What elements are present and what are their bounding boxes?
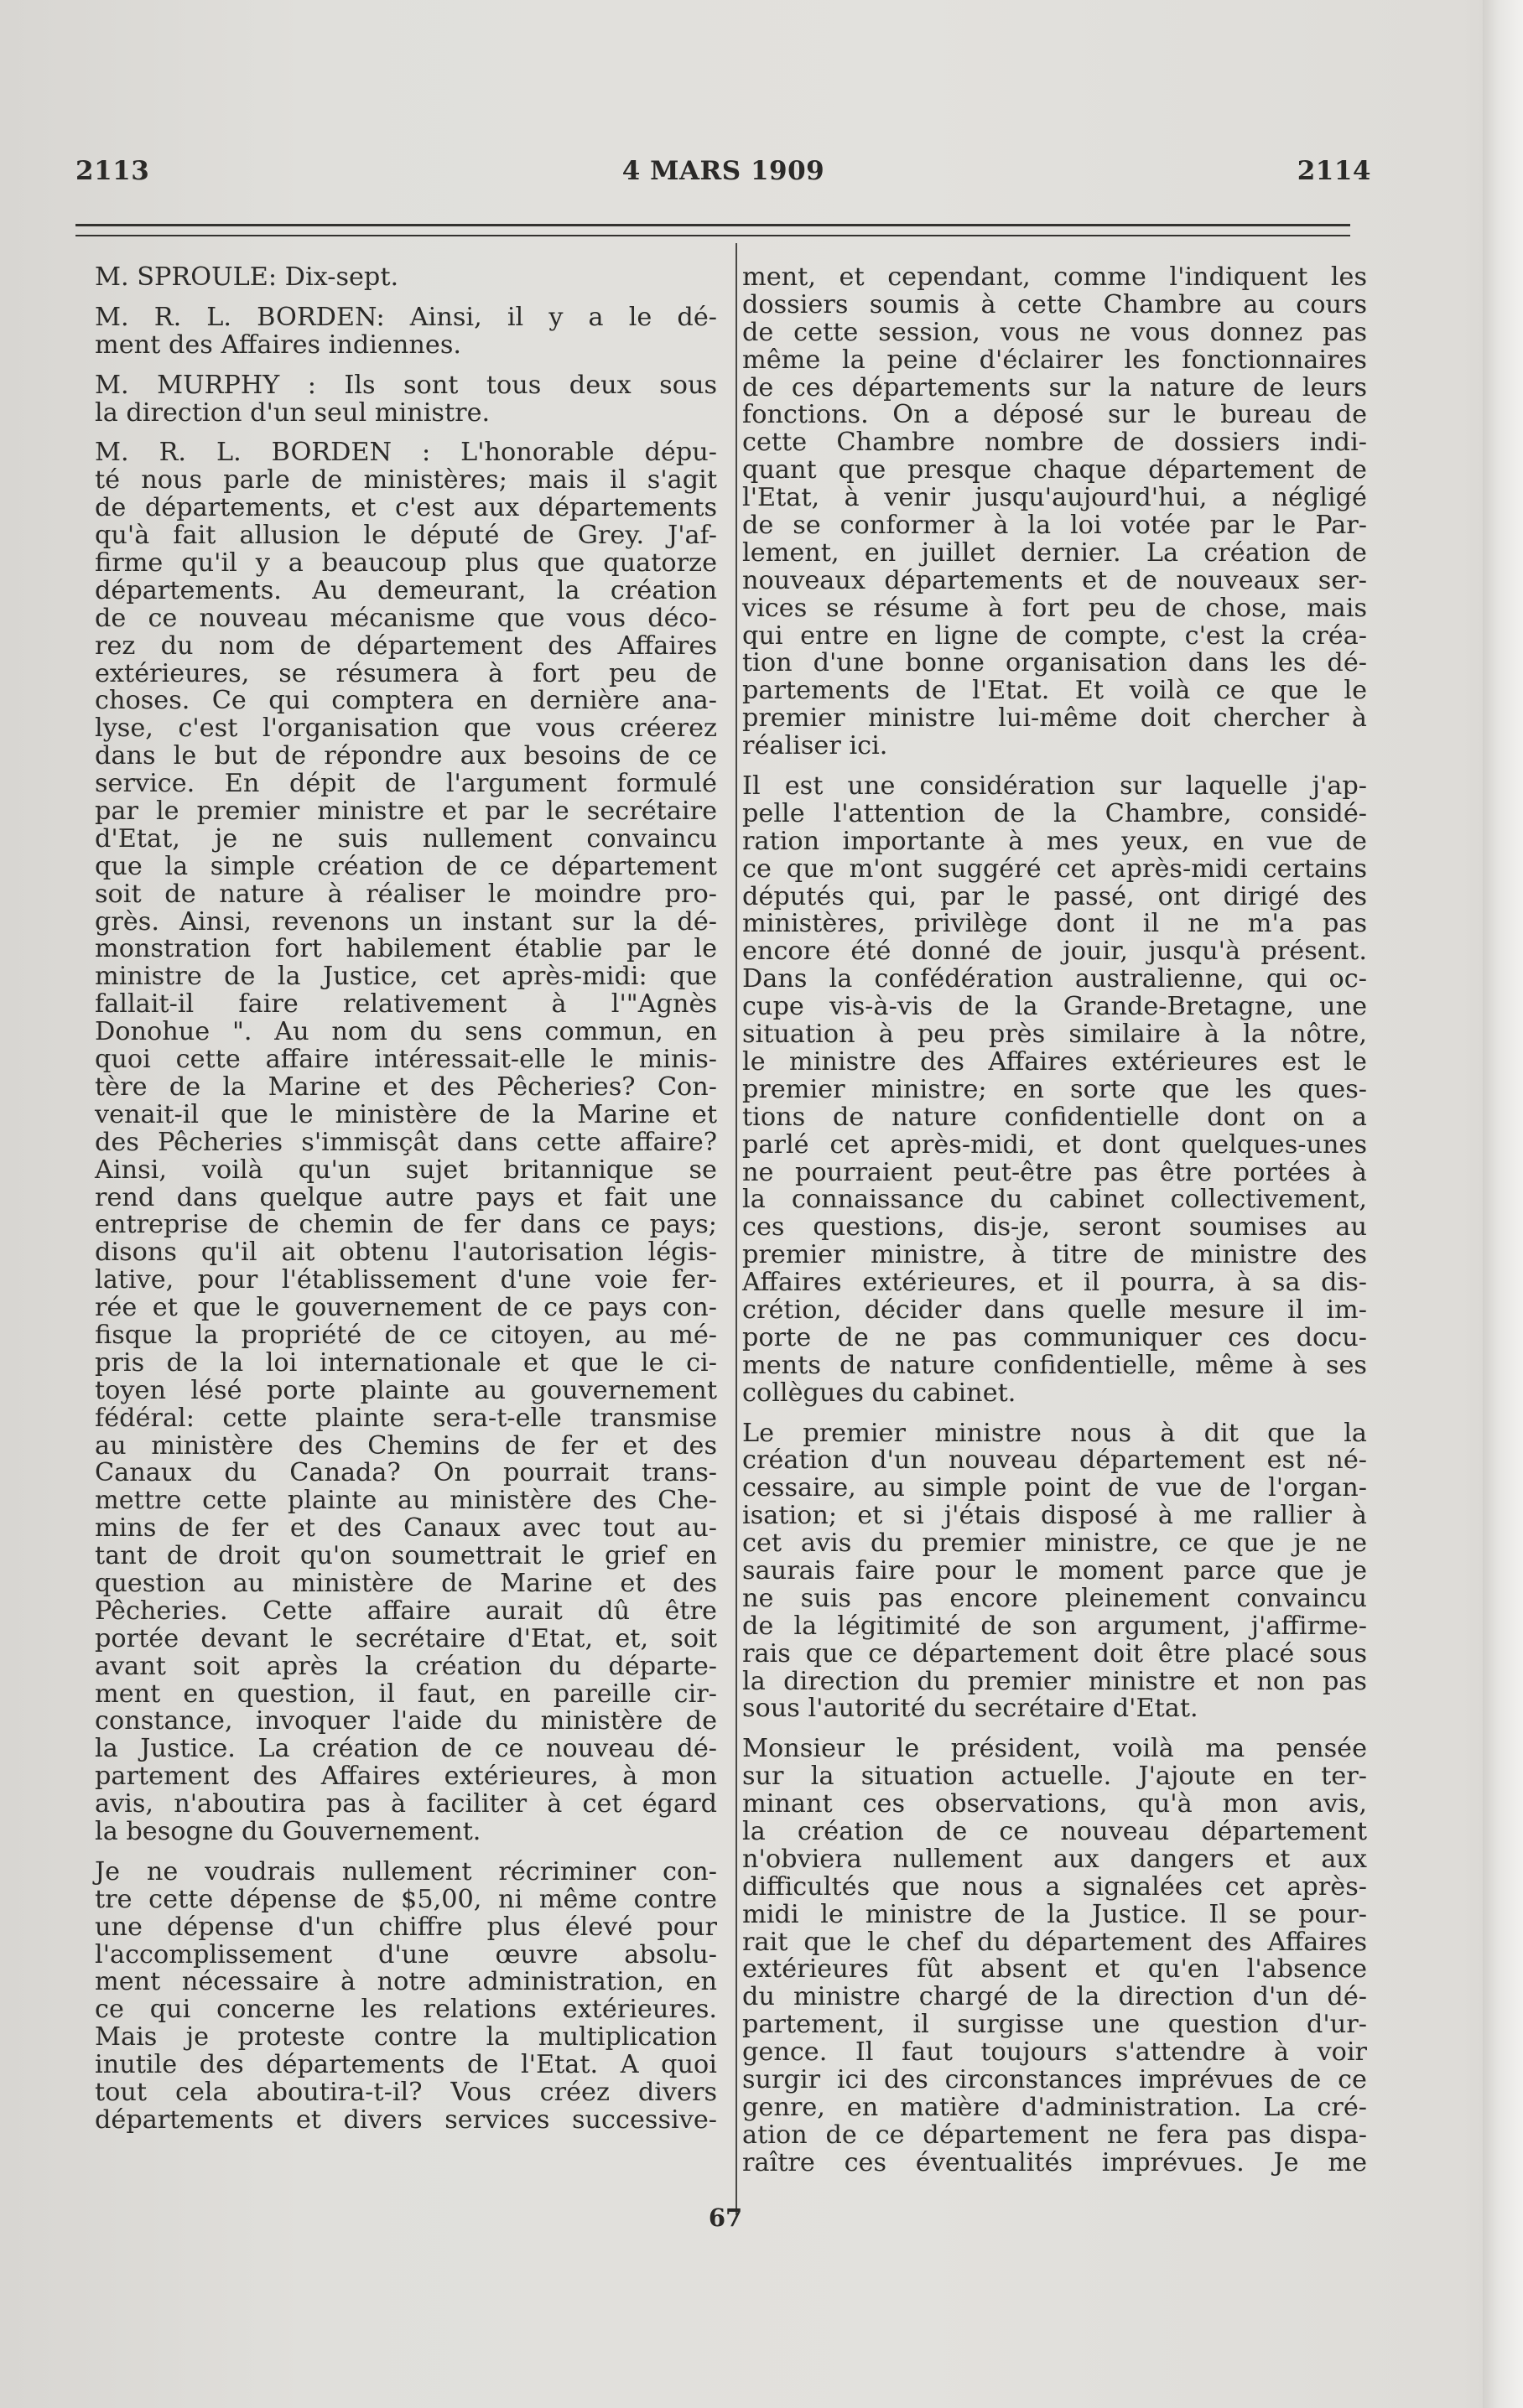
text-line: premier ministre; en sorte que les ques-: [742, 1074, 1367, 1104]
text-line: de la légitimité de son argument, j'affirme-: [742, 1611, 1367, 1641]
text-line: Donohue ". Au nom du sens commun, en: [95, 1017, 717, 1047]
page-header: [75, 156, 1371, 189]
text-line: ne suis pas encore pleinement convaincu: [742, 1583, 1367, 1613]
text-line: Affaires extérieures, et il pourra, à sa dis-: [742, 1268, 1367, 1298]
text-line: choses. Ce qui comptera en dernière ana-: [95, 686, 717, 716]
folio-number: 67: [708, 2203, 743, 2232]
text-line: ment nécessaire à notre administration, en: [95, 1967, 717, 1997]
text-line: rée et que le gouvernement de ce pays con-: [95, 1293, 717, 1323]
text-line: tère de la Marine et des Pêcheries? Con-: [95, 1072, 717, 1102]
text-line: M. MURPHY : Ils sont tous deux sous: [95, 370, 717, 400]
text-line: la connaissance du cabinet collectivement,: [742, 1185, 1367, 1215]
text-line: collègues du cabinet.: [742, 1378, 1016, 1408]
text-line: lement, en juillet dernier. La création de: [742, 537, 1367, 568]
text-line: monstration fort habilement établie par le: [95, 934, 717, 964]
text-line: par le premier ministre et par le secrétaire: [95, 797, 717, 827]
text-line: tions de nature confidentielle dont on a: [742, 1102, 1367, 1132]
text-line: dans le but de répondre aux besoins de ce: [95, 741, 717, 771]
text-line: té nous parle de ministères; mais il s'agit: [95, 465, 717, 496]
text-line: de cette session, vous ne vous donnez pas: [742, 317, 1367, 347]
text-line: réaliser ici.: [742, 731, 888, 761]
text-line: avis, n'aboutira pas à faciliter à cet égard: [95, 1789, 717, 1819]
text-line: l'Etat, à venir jusqu'aujourd'hui, a négligé: [742, 483, 1367, 513]
text-line: au ministère des Chemins de fer et des: [95, 1430, 717, 1461]
text-line: avant soit après la création du départe-: [95, 1651, 717, 1681]
text-line: service. En dépit de l'argument formulé: [95, 769, 717, 799]
text-line: Pêcheries. Cette affaire aurait dû être: [95, 1596, 717, 1626]
text-line: Monsieur le président, voilà ma pensée: [742, 1734, 1367, 1764]
text-line: situation à peu près similaire à la nôtre,: [742, 1020, 1367, 1050]
text-line: fédéral: cette plainte sera-t-elle transmise: [95, 1403, 717, 1433]
text-line: M. R. L. BORDEN : L'honorable dépu-: [95, 438, 717, 468]
text-line: la direction du premier ministre et non pas: [742, 1666, 1367, 1696]
text-line: premier ministre, à titre de ministre des: [742, 1240, 1367, 1270]
text-line: nouveaux départements et de nouveaux ser-: [742, 565, 1367, 595]
text-line: inutile des départements de l'Etat. A quoi: [95, 2050, 717, 2080]
header-rule-thick: [75, 224, 1350, 226]
text-line: question au ministère de Marine et des: [95, 1568, 717, 1598]
text-line: sous l'autorité du secrétaire d'Etat.: [742, 1694, 1198, 1724]
header-rule-thin: [75, 235, 1350, 236]
text-line: partement, il surgisse une question d'ur-: [742, 2010, 1367, 2040]
text-line: tion d'une bonne organisation dans les dé-: [742, 648, 1367, 678]
text-line: extérieures, se résumera à fort peu de: [95, 658, 717, 688]
text-line: porte de ne pas communiquer ces docu-: [742, 1322, 1367, 1352]
text-line: ment en question, il faut, en pareille cir-: [95, 1679, 717, 1709]
text-line: quoi cette affaire intéressait-elle le minis-: [95, 1045, 717, 1075]
text-line: mins de fer et des Canaux avec tout au-: [95, 1513, 717, 1544]
text-line: crétion, décider dans quelle mesure il im-: [742, 1295, 1367, 1325]
text-line: lative, pour l'établissement d'une voie fer-: [95, 1265, 717, 1295]
text-line: saurais faire pour le moment parce que je: [742, 1555, 1367, 1585]
right-page-number: 2114: [1297, 156, 1371, 186]
text-line: même la peine d'éclairer les fonctionnaires: [742, 345, 1367, 375]
text-line: constance, invoquer l'aide du ministère de: [95, 1706, 717, 1736]
text-line: extérieures fût absent et qu'en l'absence: [742, 1954, 1367, 1985]
text-line: rait que le chef du département des Affaires: [742, 1927, 1367, 1957]
text-line: de ce nouveau mécanisme que vous déco-: [95, 603, 717, 633]
text-line: firme qu'il y a beaucoup plus que quatorze: [95, 548, 717, 579]
text-line: cessaire, au simple point de vue de l'organ-: [742, 1473, 1367, 1503]
text-line: la création de ce nouveau département: [742, 1816, 1367, 1846]
text-line: toyen lésé porte plainte au gouvernement: [95, 1375, 717, 1405]
text-line: pelle l'attention de la Chambre, considé-: [742, 798, 1367, 828]
text-line: tant de droit qu'on soumettrait le grief en: [95, 1541, 717, 1571]
text-line: portée devant le secrétaire d'Etat, et, soit: [95, 1623, 717, 1653]
text-line: Dans la confédération australienne, qui oc-: [742, 964, 1367, 994]
text-line: Canaux du Canada? On pourrait trans-: [95, 1458, 717, 1488]
text-line: ments de nature confidentielle, même à ses: [742, 1350, 1367, 1380]
left-page-number: 2113: [75, 156, 150, 186]
text-line: isation; et si j'étais disposé à me rallier à: [742, 1501, 1367, 1531]
text-line: Le premier ministre nous à dit que la: [742, 1418, 1367, 1448]
text-line: lyse, c'est l'organisation que vous créerez: [95, 714, 717, 744]
text-line: la Justice. La création de ce nouveau dé-: [95, 1734, 717, 1764]
text-line: députés qui, par le passé, ont dirigé des: [742, 881, 1367, 911]
text-line: n'obviera nullement aux dangers et aux: [742, 1844, 1367, 1874]
page-edge: [1483, 0, 1523, 2408]
text-line: soit de nature à réaliser le moindre pro-: [95, 879, 717, 909]
text-line: partement des Affaires extérieures, à mon: [95, 1762, 717, 1792]
text-line: la direction d'un seul ministre.: [95, 397, 491, 428]
text-line: minant ces observations, qu'à mon avis,: [742, 1789, 1367, 1819]
text-line: fonctions. On a déposé sur le bureau de: [742, 400, 1367, 430]
text-line: des Pêcheries s'immisçât dans cette affaire?: [95, 1127, 717, 1157]
text-line: ces questions, dis-je, seront soumises au: [742, 1212, 1367, 1243]
text-line: M. R. L. BORDEN: Ainsi, il y a le dé-: [95, 302, 717, 332]
text-line: venait-il que le ministère de la Marine et: [95, 1099, 717, 1129]
header-date: 4 MARS 1909: [621, 156, 825, 186]
right-text-column: [742, 264, 1367, 2177]
text-line: ment des Affaires indiennes.: [95, 330, 462, 360]
text-line: vices se résume à fort peu de chose, mais: [742, 593, 1367, 623]
text-line: la besogne du Gouvernement.: [95, 1816, 481, 1846]
text-line: midi le ministre de la Justice. Il se pour-: [742, 1899, 1367, 1929]
text-line: disons qu'il ait obtenu l'autorisation légis-: [95, 1238, 717, 1268]
text-line: Il est une considération sur laquelle j'ap-: [742, 771, 1367, 802]
text-line: sur la situation actuelle. J'ajoute en ter-: [742, 1762, 1367, 1792]
text-line: de départements, et c'est aux départements: [95, 493, 717, 523]
text-line: gence. Il faut toujours s'attendre à voir: [742, 2037, 1367, 2068]
text-line: ation de ce département ne fera pas dispa-: [742, 2120, 1367, 2150]
text-line: de ces départements sur la nature de leurs: [742, 372, 1367, 402]
text-line: difficultés que nous a signalées cet après-: [742, 1871, 1367, 1902]
text-line: pris de la loi internationale et que le ci-: [95, 1347, 717, 1378]
text-line: cupe vis-à-vis de la Grande-Bretagne, une: [742, 992, 1367, 1022]
text-line: premier ministre lui-même doit chercher à: [742, 703, 1367, 734]
text-line: le ministre des Affaires extérieures est le: [742, 1046, 1367, 1077]
text-line: du ministre chargé de la direction d'un dé-: [742, 1982, 1367, 2012]
text-line: cet avis du premier ministre, ce que je ne: [742, 1528, 1367, 1559]
text-line: que la simple création de ce département: [95, 851, 717, 881]
text-line: tout cela aboutira-t-il? Vous créez divers: [95, 2078, 717, 2107]
text-line: quant que presque chaque département de: [742, 455, 1367, 485]
text-line: l'accomplissement d'une œuvre absolu-: [95, 1939, 717, 1969]
text-line: Je ne voudrais nullement récriminer con-: [95, 1856, 717, 1886]
text-line: rais que ce département doit être placé sous: [742, 1638, 1367, 1668]
text-line: départements. Au demeurant, la création: [95, 575, 717, 605]
text-line: Mais je proteste contre la multiplication: [95, 2022, 717, 2053]
text-line: partements de l'Etat. Et voilà ce que le: [742, 676, 1367, 706]
text-line: encore été donné de jouir, jusqu'à présent.: [742, 937, 1367, 967]
text-line: départements et divers services successive-: [95, 2104, 717, 2135]
text-line: fallait-il faire relativement à l'"Agnès: [95, 989, 717, 1020]
text-line: dossiers soumis à cette Chambre au cours: [742, 289, 1367, 319]
text-line: Ainsi, voilà qu'un sujet britannique se: [95, 1155, 717, 1185]
text-line: qui entre en ligne de compte, c'est la créa-: [742, 620, 1367, 651]
text-line: entreprise de chemin de fer dans ce pays;: [95, 1210, 717, 1240]
text-line: ministères, privilège dont il ne m'a pas: [742, 909, 1367, 939]
text-line: ment, et cependant, comme l'indiquent les: [742, 262, 1367, 292]
text-line: ne pourraient peut-être pas être portées à: [742, 1157, 1367, 1187]
text-line: fisque la propriété de ce citoyen, au mé-: [95, 1320, 717, 1350]
text-line: cette Chambre nombre de dossiers indi-: [742, 428, 1367, 458]
text-line: M. SPROULE: Dix-sept.: [95, 262, 399, 292]
left-text-column: [95, 264, 717, 2135]
text-line: ce que m'ont suggéré cet après-midi certains: [742, 854, 1367, 884]
column-divider: [736, 243, 737, 2215]
text-line: ce qui concerne les relations extérieures.: [95, 1995, 717, 2025]
text-line: genre, en matière d'administration. La cré-: [742, 2092, 1367, 2122]
text-line: mettre cette plainte au ministère des Che-: [95, 1486, 717, 1516]
text-line: d'Etat, je ne suis nullement convaincu: [95, 823, 717, 854]
text-line: une dépense d'un chiffre plus élevé pour: [95, 1912, 717, 1942]
text-line: surgir ici des circonstances imprévues de ce: [742, 2065, 1367, 2094]
text-line: raître ces éventualités imprévues. Je me: [742, 2147, 1367, 2177]
text-line: rez du nom de département des Affaires: [95, 631, 717, 661]
text-line: grès. Ainsi, revenons un instant sur la dé-: [95, 906, 717, 937]
text-line: rend dans quelque autre pays et fait une: [95, 1182, 717, 1212]
text-line: de se conformer à la loi votée par le Par-: [742, 511, 1367, 541]
text-line: ministre de la Justice, cet après-midi: que: [95, 962, 717, 992]
text-line: qu'à fait allusion le député de Grey. J'af-: [95, 521, 717, 551]
text-line: création d'un nouveau département est né-: [742, 1445, 1367, 1476]
text-line: tre cette dépense de $5,00, ni même contre: [95, 1884, 717, 1914]
text-line: parlé cet après-midi, et dont quelques-unes: [742, 1129, 1367, 1160]
text-line: ration importante à mes yeux, en vue de: [742, 826, 1367, 856]
